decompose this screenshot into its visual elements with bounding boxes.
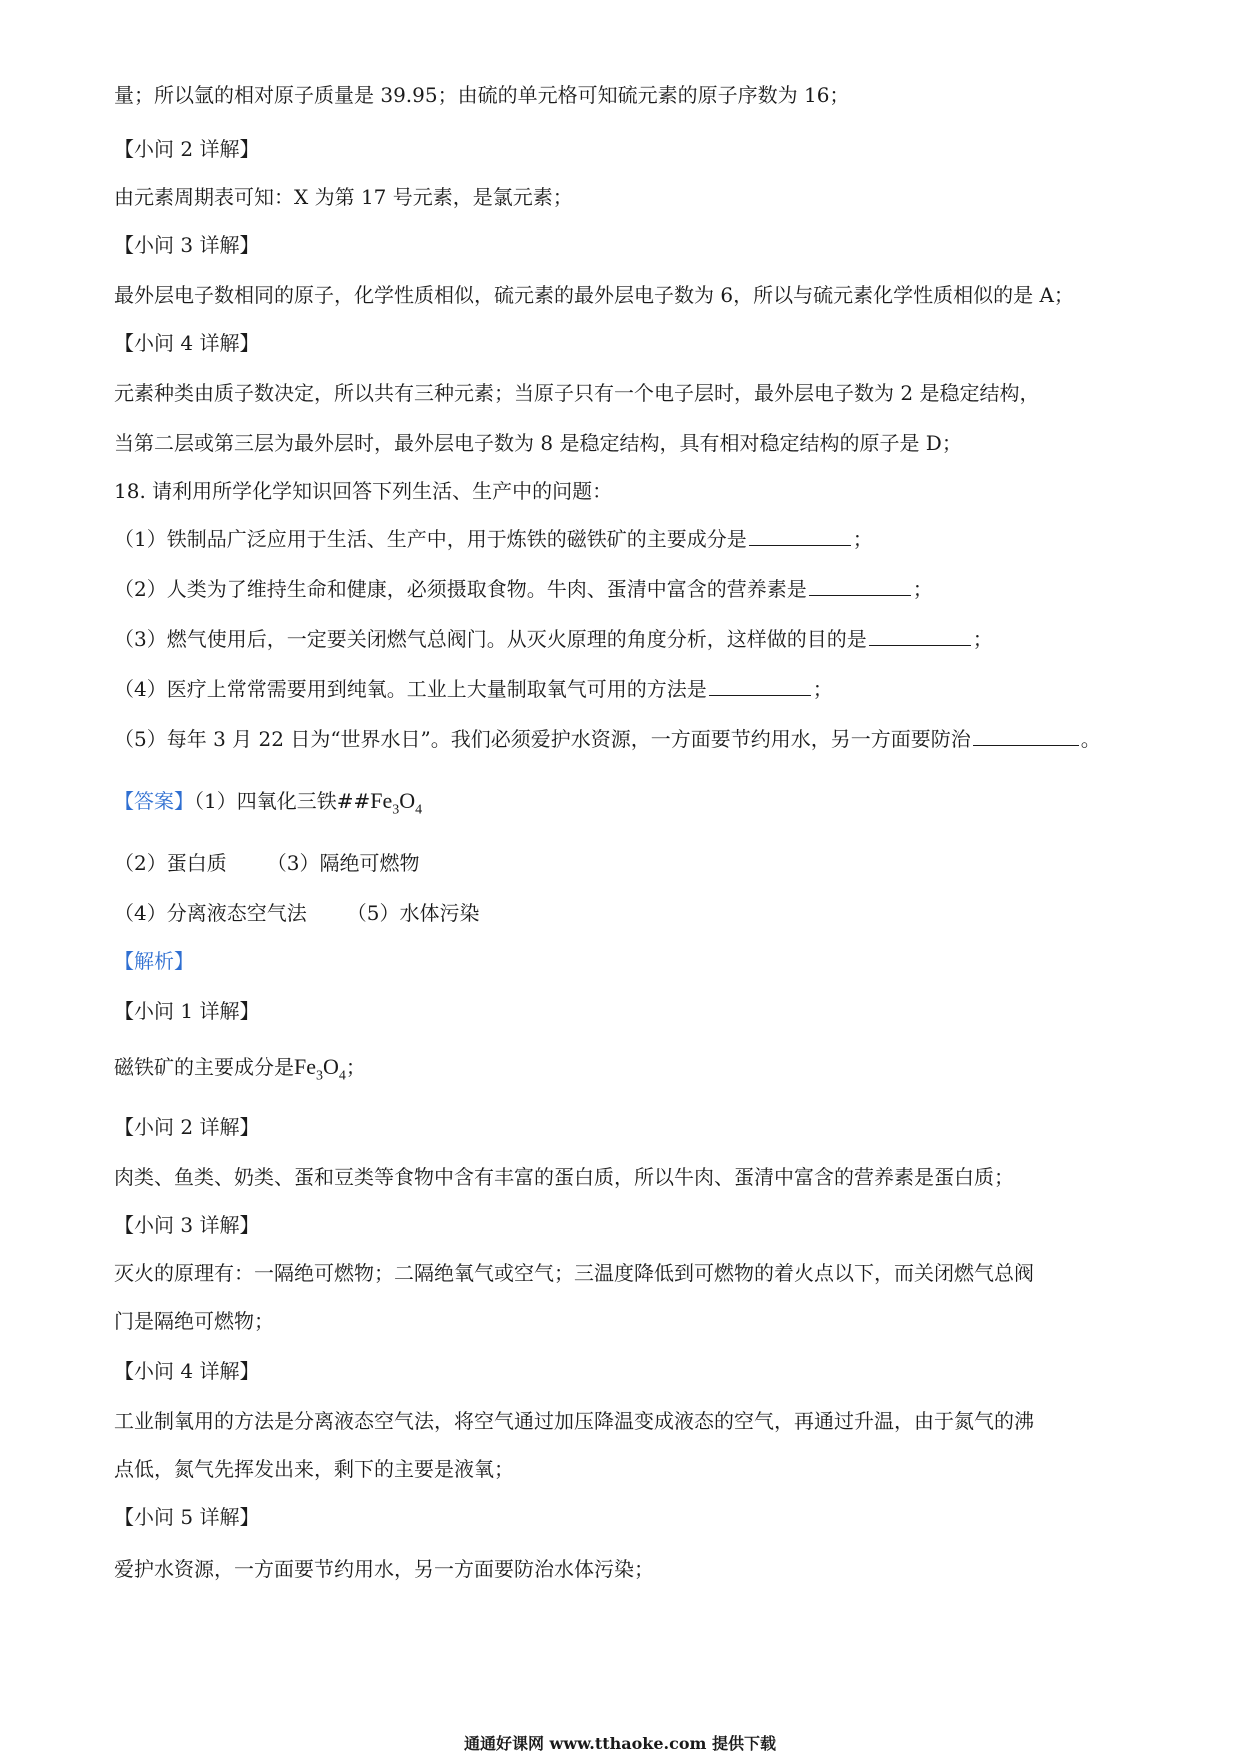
chemical-formula: $Fe_3O_4$ (294, 1054, 346, 1084)
answer-5: （5）水体污染 (346, 901, 480, 925)
analysis-label: 【解析】 (114, 949, 194, 973)
section-heading: 【小问 3 详解】 (114, 233, 260, 257)
answer-blank (973, 725, 1079, 746)
answer-line-1 (114, 786, 422, 825)
answer-line-2 (114, 848, 419, 878)
answer-line-3 (114, 898, 479, 928)
section-heading: 【小问 3 详解】 (114, 1213, 260, 1237)
section-heading: 【小问 4 详解】 (114, 1359, 260, 1383)
text-line: 灭火的原理有：一隔绝可燃物；二隔绝氧气或空气；三温度降低到可燃物的着火点以下，而关闭燃气总阀 (114, 1261, 1034, 1285)
question-end: 。 (1080, 727, 1101, 751)
question-1 (114, 524, 873, 554)
answer-blank (749, 525, 851, 546)
answer-2: （2）蛋白质 (114, 851, 227, 875)
question-5 (114, 724, 1101, 754)
question-text: （2）人类为了维持生命和健康，必须摄取食物。牛肉、蛋清中富含的营养素是 (114, 577, 807, 601)
section-heading: 【小问 1 详解】 (114, 999, 260, 1023)
text-line: 当第二层或第三层为最外层时，最外层电子数为 8 是稳定结构，具有相对稳定结构的原子是 D； (114, 431, 962, 455)
question-title: 18. 请利用所学化学知识回答下列生活、生产中的问题： (114, 479, 613, 503)
question-text: （1）铁制品广泛应用于生活、生产中，用于炼铁的磁铁矿的主要成分是 (114, 527, 747, 551)
answer-blank (709, 675, 811, 696)
section-heading: 【小问 4 详解】 (114, 331, 260, 355)
answer-blank (809, 575, 911, 596)
page-footer: 通通好课网 www.tthaoke.com 提供下载 (463, 1734, 777, 1753)
text-line: 爱护水资源，一方面要节约用水，另一方面要防治水体污染； (114, 1557, 654, 1581)
text-line: 点低，氮气先挥发出来，剩下的主要是液氧； (114, 1457, 514, 1481)
question-text: （3）燃气使用后，一定要关闭燃气总阀门。从灭火原理的角度分析，这样做的目的是 (114, 627, 867, 651)
question-text: （5）每年 3 月 22 日为“世界水日”。我们必须爱护水资源，一方面要节约用水，另一方面要防治 (114, 727, 971, 751)
text-line: 门是隔绝可燃物； (114, 1309, 274, 1333)
answer-blank (869, 625, 971, 646)
question-3 (114, 624, 993, 654)
chemical-formula: $Fe_3O_4$ (370, 788, 423, 818)
text-line: 最外层电子数相同的原子，化学性质相似，硫元素的最外层电子数为 6，所以与硫元素化学性质相似的是 A； (114, 283, 1074, 307)
text-line: 元素种类由质子数决定，所以共有三种元素；当原子只有一个电子层时，最外层电子数为 2 是稳定结构， (114, 381, 1040, 405)
question-text: （4）医疗上常常需要用到纯氧。工业上大量制取氧气可用的方法是 (114, 677, 707, 701)
analysis-1: 磁铁矿的主要成分是$Fe_3O_4$； (114, 1054, 366, 1084)
answer-1: （1）四氧化三铁## (194, 789, 371, 813)
section-heading: 【小问 2 详解】 (114, 137, 260, 161)
text-line: 量；所以氩的相对原子质量是 39.95；由硫的单元格可知硫元素的原子序数为 16； (114, 83, 850, 107)
section-heading: 【小问 5 详解】 (114, 1505, 260, 1529)
question-end: ； (852, 527, 873, 551)
question-4 (114, 674, 833, 704)
question-end: ； (972, 627, 993, 651)
question-end: ； (812, 677, 833, 701)
question-2 (114, 574, 933, 604)
answer-3: （3）隔绝可燃物 (266, 851, 420, 875)
text-line: 工业制氧用的方法是分离液态空气法，将空气通过加压降温变成液态的空气，再通过升温，由于氮气的沸 (114, 1409, 1034, 1433)
answer-label: 【答案】 (114, 789, 194, 813)
text-line: 由元素周期表可知：X 为第 17 号元素，是氯元素； (114, 185, 573, 209)
section-heading: 【小问 2 详解】 (114, 1115, 260, 1139)
text-line: 肉类、鱼类、奶类、蛋和豆类等食物中含有丰富的蛋白质，所以牛肉、蛋清中富含的营养素是蛋白质； (114, 1165, 1014, 1189)
answer-4: （4）分离液态空气法 (114, 901, 307, 925)
question-end: ； (912, 577, 933, 601)
